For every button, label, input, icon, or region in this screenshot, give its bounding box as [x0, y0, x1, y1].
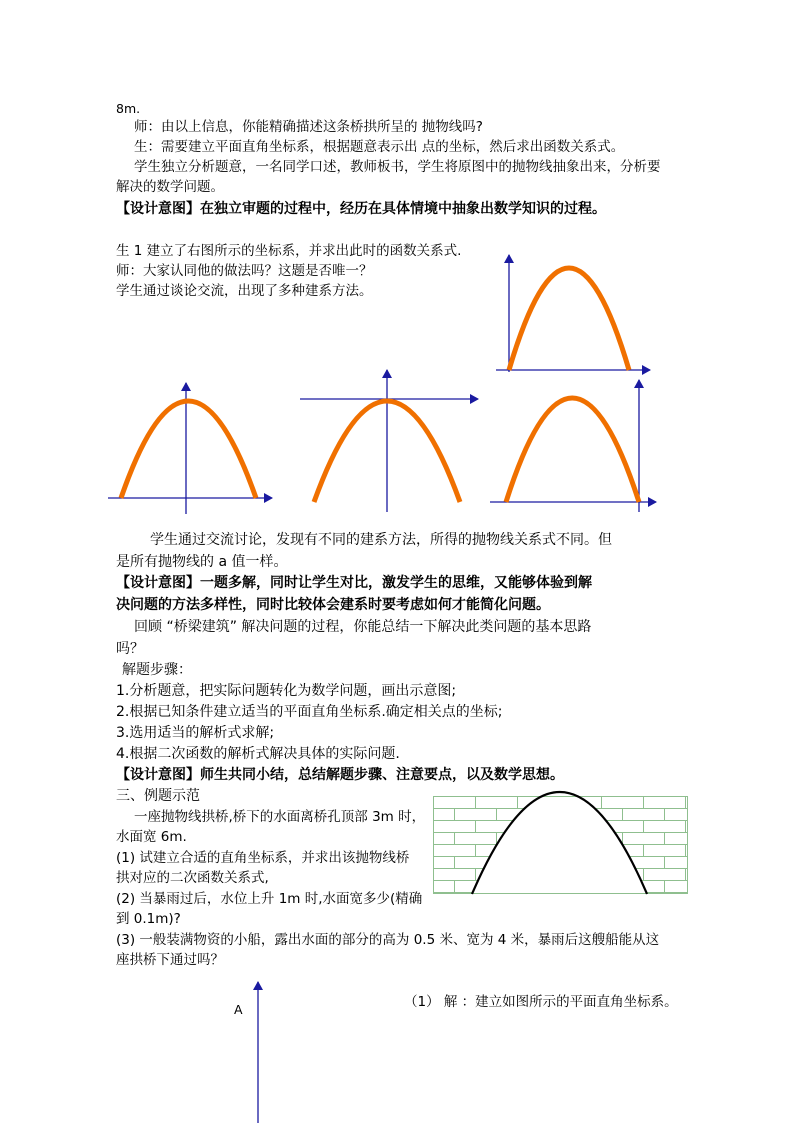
text-line: 解题步骤：: [122, 662, 192, 678]
axis-label-a: A: [234, 1002, 243, 1017]
section-title: 三、例题示范: [116, 788, 200, 804]
text-line: 师：由以上信息，你能精确描述这条桥拱所呈的 抛物线吗?: [134, 119, 483, 135]
text-line: 8m.: [116, 101, 141, 116]
design-intent-heading: 【设计意图】一题多解，同时让学生对比，激发学生的思维，又能够体验到解: [116, 575, 592, 591]
parabola-curve: [121, 401, 256, 498]
design-intent-heading: 【设计意图】在独立审题的过程中，经历在具体情境中抽象出数学知识的过程。: [116, 201, 606, 217]
problem-text: 座拱桥下通过吗？: [116, 952, 224, 968]
design-intent-heading: 决问题的方法多样性，同时比较体会建系时要考虑如何才能简化问题。: [116, 597, 550, 613]
step-item: 2.根据已知条件建立适当的平面直角坐标系.确定相关点的坐标;: [116, 704, 503, 720]
parabola-figure-origin-right: [490, 380, 656, 512]
text-line: 是所有抛物线的 a 值一样。: [116, 554, 288, 570]
problem-text: (3) 一般装满物资的小船，露出水面的部分的高为 0.5 米、宽为 4 米，暴雨后这艘船能从这: [116, 932, 660, 948]
step-item: 3.选用适当的解析式求解;: [116, 725, 275, 741]
problem-text: 到 0.1m)?: [116, 911, 181, 927]
problem-text: 一座抛物线拱桥,桥下的水面离桥孔顶部 3m 时，: [134, 809, 426, 825]
problem-text: (2) 当暴雨过后，水位上升 1m 时,水面宽多少(精确: [116, 891, 423, 907]
brick-arch-bridge: [433, 792, 688, 894]
problem-text: (1) 试建立合适的直角坐标系，并求出该抛物线桥: [116, 850, 410, 866]
design-intent-heading: 【设计意图】师生共同小结，总结解题步骤、注意要点，以及数学思想。: [116, 767, 564, 783]
step-item: 4.根据二次函数的解析式解决具体的实际问题.: [116, 746, 400, 762]
text-line: 生 1 建立了右图所示的坐标系，并求出此时的函数关系式.: [116, 243, 462, 259]
text-line: 学生通过谈论交流，出现了多种建系方法。: [116, 283, 373, 299]
problem-text: 拱对应的二次函数关系式,: [116, 870, 269, 886]
parabola-figure-origin-vertex: [300, 370, 478, 512]
parabola-figure-axis-center: [108, 383, 272, 514]
text-line: 生：需要建立平面直角坐标系，根据题意表示出 点的坐标，然后求出函数关系式。: [134, 139, 625, 155]
text-line: 吗？: [116, 641, 144, 657]
parabola-curve: [509, 268, 629, 370]
text-line: 学生通过交流讨论，发现有不同的建系方法，所得的抛物线关系式不同。但: [150, 532, 612, 548]
solution-text: （1） 解 ：建立如图所示的平面直角坐标系。: [404, 994, 678, 1010]
text-line: 回顾 “桥梁建筑” 解决问题的过程，你能总结一下解决此类问题的基本思路: [134, 619, 592, 635]
problem-text: 水面宽 6m.: [116, 829, 187, 845]
text-line: 解决的数学问题。: [116, 179, 224, 195]
text-line: 学生独立分析题意，一名同学口述，教师板书，学生将原图中的抛物线抽象出来，分析要: [134, 159, 661, 175]
text-line: 师：大家认同他的做法吗？这题是否唯一？: [116, 263, 373, 279]
parabola-figure-origin-left: [496, 255, 650, 372]
step-item: 1.分析题意，把实际问题转化为数学问题，画出示意图;: [116, 683, 457, 699]
brick-wall: [433, 796, 688, 894]
parabola-curve: [506, 398, 639, 502]
